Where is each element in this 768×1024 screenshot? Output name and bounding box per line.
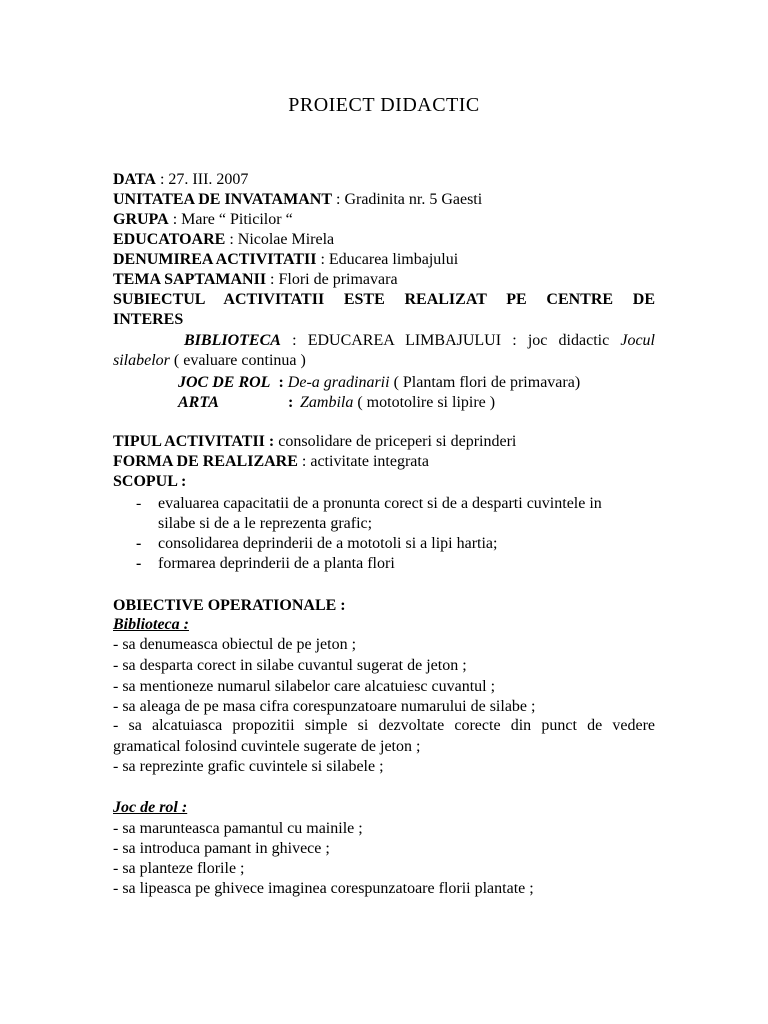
scopul-bullet-3: - [136,555,142,572]
scopul-item-1-cont: silabe si de a le reprezenta grafic; [158,515,373,532]
forma-label: FORMA DE REALIZARE [113,453,298,470]
arta-title: Zambila [296,394,354,411]
scopul-item-2: consolidarea deprinderii de a mototoli si a lipi hartia; [158,535,498,552]
arta-content [296,393,495,413]
denumirea-value: : Educarea limbajului [316,251,459,268]
document-title: PROIECT DIDACTIC [288,94,480,116]
data-value: : 27. III. 2007 [155,171,249,188]
subiect-line-2 [113,310,655,330]
joc-heading [113,798,655,818]
joc-colon: : [270,374,288,391]
tema-line [113,270,655,290]
joc-title: De-a gradinarii [287,374,390,391]
arta-label: ARTA [178,394,219,411]
unitatea-label: UNITATEA DE INVATAMANT [113,191,332,208]
biblioteca-heading-text: Biblioteca : [113,616,189,633]
arta-colon: : [288,394,294,411]
subiect-text-2: INTERES [113,311,184,328]
joc-heading-text: Joc de rol : [113,799,188,816]
tema-label: TEMA SAPTAMANII [113,271,267,288]
biblioteca-item-6: - sa reprezinte grafic cuvintele si silabele ; [113,758,384,775]
scopul-item-3: formarea deprinderii de a planta flori [158,555,395,572]
tipul-label: TIPUL ACTIVITATII : [113,433,275,450]
scopul-label: SCOPUL : [113,473,187,490]
biblioteca-label: BIBLIOTECA [184,332,281,349]
obiective-label: OBIECTIVE OPERATIONALE : [113,597,346,614]
tipul-value: consolidare de priceperi si deprinderi [274,433,517,450]
biblioteca-centre-line-2 [113,351,655,371]
biblioteca-centre-line [184,331,655,351]
grupa-value: : Mare “ Piticilor “ [168,211,293,228]
arta-rest: ( mototolire si lipire ) [353,394,496,411]
biblioteca-heading [113,615,655,635]
joc-label: JOC DE ROL [178,374,271,391]
scopul-bullet-2: - [136,535,142,552]
joc-centre-line [178,373,655,393]
unitatea-line [113,190,655,210]
joc-item-1: - sa marunteasca pamantul cu mainile ; [113,820,363,837]
subiect-line-1 [113,290,655,310]
denumirea-line [113,250,655,270]
data-line [113,170,655,190]
biblioteca-text: : EDUCAREA LIMBAJULUI : joc didactic [280,332,621,349]
grupa-label: GRUPA [113,211,169,228]
biblioteca-item-3: - sa mentioneze numarul silabelor care alcatuiesc cuvantul ; [113,678,496,695]
scopul-bullet-1: - [136,495,142,512]
biblioteca-item-5: - sa alcatuiasca propozitii simple si dezvoltate corecte din punct de vedere [113,717,655,734]
biblioteca-item-2: - sa desparta corect in silabe cuvantul sugerat de jeton ; [113,657,467,674]
obiective-heading [113,596,655,616]
biblioteca-game-b: silabelor [113,352,170,369]
scopul-item-1: evaluarea capacitatii de a pronunta corect si de a desparti cuvintele in [158,495,602,512]
educatoare-label: EDUCATOARE [113,231,226,248]
biblioteca-item-4: - sa aleaga de pe masa cifra corespunzatoare numarului de silabe ; [113,698,536,715]
arta-centre-line [178,393,655,413]
subiect-text: SUBIECTUL ACTIVITATII ESTE REALIZAT PE CENTRE DE [113,291,655,308]
tipul-line [113,432,655,452]
grupa-line [113,210,655,230]
joc-item-3: - sa planteze florile ; [113,860,245,877]
biblioteca-item-5-cont: gramatical folosind cuvintele sugerate de jeton ; [113,738,421,755]
forma-value: : activitate integrata [297,453,429,470]
forma-line [113,452,655,472]
educatoare-line [113,230,655,250]
denumirea-label: DENUMIREA ACTIVITATII [113,251,317,268]
scopul-heading [113,472,655,492]
biblioteca-rest: ( evaluare continua ) [169,352,306,369]
data-label: DATA [113,171,156,188]
biblioteca-game-a: Jocul [620,332,655,349]
educatoare-value: : Nicolae Mirela [225,231,335,248]
joc-item-2: - sa introduca pamant in ghivece ; [113,840,330,857]
joc-rest: ( Plantam flori de primavara) [389,374,581,391]
tema-value: : Flori de primavara [266,271,398,288]
unitatea-value: : Gradinita nr. 5 Gaesti [332,191,483,208]
biblioteca-item-1: - sa denumeasca obiectul de pe jeton ; [113,636,357,653]
joc-item-4: - sa lipeasca pe ghivece imaginea corespunzatoare florii plantate ; [113,880,534,897]
